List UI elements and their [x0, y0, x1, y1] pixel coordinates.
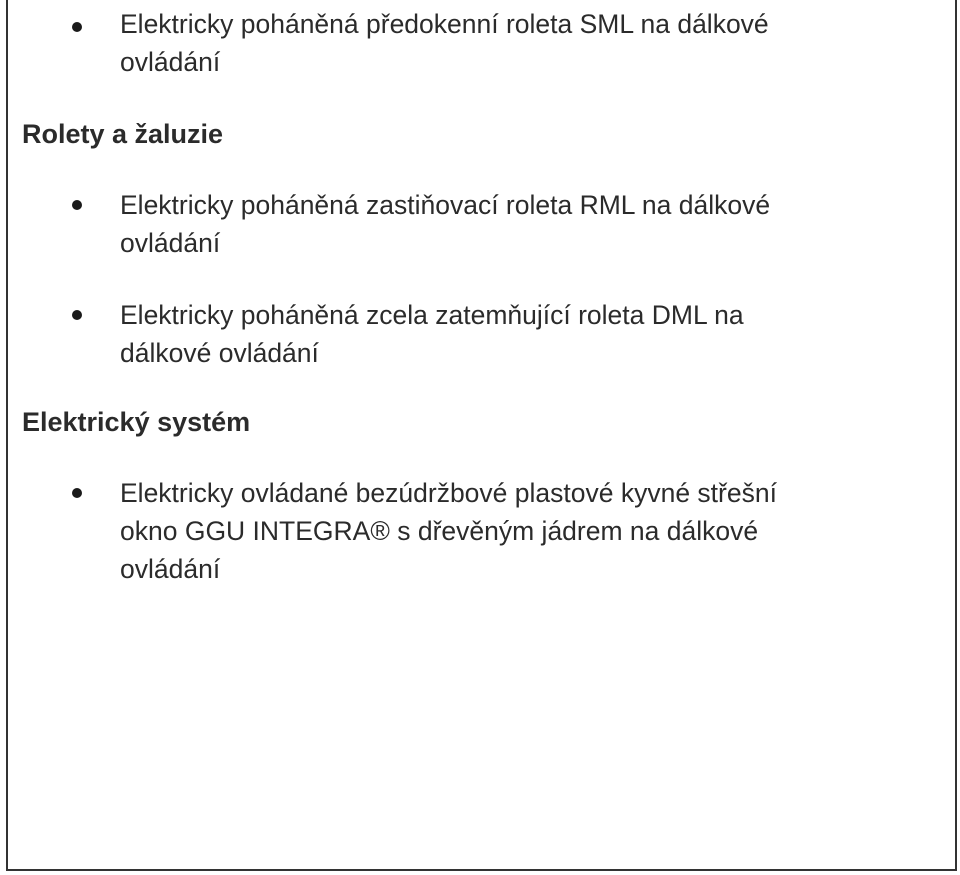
list-item-line: Elektricky poháněná předokenní roleta SML na dálkové [120, 9, 769, 39]
list-item-text [120, 5, 920, 81]
section-heading: Elektrický systém [22, 407, 251, 437]
list-item-text [120, 186, 920, 262]
section-heading: Rolety a žaluzie [22, 119, 224, 149]
bullet-icon [72, 200, 82, 210]
list-item-line: ovládání [120, 47, 221, 77]
list-item-text [120, 296, 920, 372]
list-item-line: ovládání [120, 554, 221, 584]
list-item-line: Elektricky poháněná zastiňovací roleta RML na dálkové [120, 190, 771, 220]
list-item-line: ovládání [120, 228, 221, 258]
bullet-icon [72, 310, 82, 320]
list-item-line: Elektricky ovládané bezúdržbové plastové kyvné střešní [120, 478, 777, 508]
list-item-line: dálkové ovládání [120, 338, 319, 368]
list-item-line: okno GGU INTEGRA® s dřevěným jádrem na dálkové [120, 516, 759, 546]
list-item-line: Elektricky poháněná zcela zatemňující roleta DML na [120, 300, 744, 330]
list-item-text [120, 474, 920, 588]
bullet-icon [72, 488, 82, 498]
bullet-icon [72, 22, 82, 32]
